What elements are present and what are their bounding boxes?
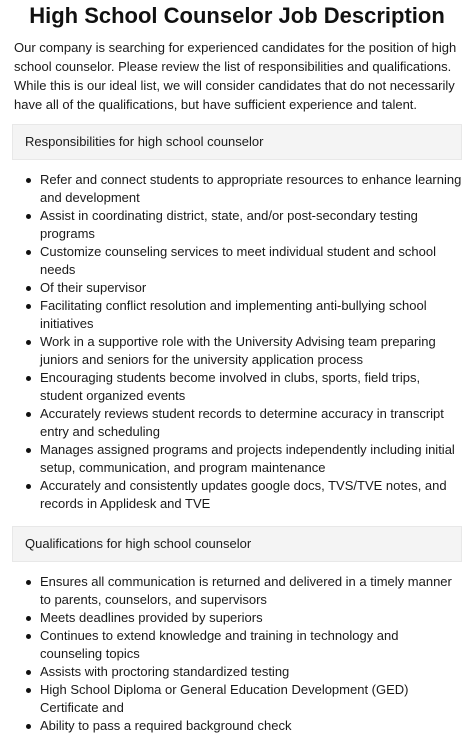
list-item-text: Manages assigned programs and projects independently including initial setup, communication, and program maintenance — [40, 442, 455, 475]
qualifications-list — [12, 573, 462, 735]
list-item — [40, 333, 462, 369]
bullet-icon — [26, 724, 31, 729]
bullet-icon — [26, 340, 31, 345]
list-item-text: Accurately and consistently updates google docs, TVS/TVE notes, and records in Applidesk and TVE — [40, 478, 447, 511]
bullet-icon — [26, 214, 31, 219]
list-item-text: Facilitating conflict resolution and implementing anti-bullying school initiatives — [40, 298, 427, 331]
list-item — [40, 717, 462, 735]
list-item — [40, 369, 462, 405]
responsibilities-list — [12, 171, 462, 513]
list-item-text: High School Diploma or General Education Development (GED) Certificate and — [40, 682, 409, 715]
bullet-icon — [26, 286, 31, 291]
list-item-text: Continues to extend knowledge and training in technology and counseling topics — [40, 628, 399, 661]
list-item — [40, 663, 462, 681]
list-item-text: Customize counseling services to meet individual student and school needs — [40, 244, 436, 277]
list-item — [40, 681, 462, 717]
list-item — [40, 477, 462, 513]
page-title: High School Counselor Job Description — [29, 3, 445, 28]
list-item-text: Ability to pass a required background check — [40, 718, 292, 733]
list-item-text: Assist in coordinating district, state, and/or post-secondary testing programs — [40, 208, 418, 241]
list-item — [40, 171, 462, 207]
bullet-icon — [26, 304, 31, 309]
bullet-icon — [26, 178, 31, 183]
list-item-text: Encouraging students become involved in clubs, sports, field trips, student organized events — [40, 370, 421, 403]
list-item — [40, 243, 462, 279]
list-item-text: Ensures all communication is returned and delivered in a timely manner to parents, counselors, and supervisors — [40, 574, 452, 607]
bullet-icon — [26, 616, 31, 621]
qualifications-heading: Qualifications for high school counselor — [12, 526, 462, 562]
list-item-text: Assists with proctoring standardized testing — [40, 664, 290, 679]
list-item — [40, 441, 462, 477]
list-item — [40, 573, 462, 609]
list-item — [40, 609, 462, 627]
bullet-icon — [26, 376, 31, 381]
bullet-icon — [26, 670, 31, 675]
list-item-text: Refer and connect students to appropriate resources to enhance learning and development — [40, 172, 462, 205]
bullet-icon — [26, 634, 31, 639]
bullet-icon — [26, 580, 31, 585]
bullet-icon — [26, 484, 31, 489]
list-item — [40, 279, 462, 297]
list-item — [40, 297, 462, 333]
bullet-icon — [26, 250, 31, 255]
bullet-icon — [26, 412, 31, 417]
list-item — [40, 405, 462, 441]
list-item-text: Accurately reviews student records to determine accuracy in transcript entry and scheduling — [40, 406, 444, 439]
intro-paragraph: Our company is searching for experienced candidates for the position of high school counselor. Please review the list of responsibilities and qualifications. While this is our ideal list, we will consider candidates that do not necessarily have all of the qualifications, but have sufficient experience and talent. — [14, 40, 457, 112]
list-item-text: Work in a supportive role with the University Advising team preparing juniors and seniors for the university application process — [40, 334, 436, 367]
responsibilities-heading: Responsibilities for high school counselor — [12, 124, 462, 160]
list-item — [40, 207, 462, 243]
list-item — [40, 627, 462, 663]
list-item-text: Of their supervisor — [40, 280, 147, 295]
bullet-icon — [26, 448, 31, 453]
bullet-icon — [26, 688, 31, 693]
list-item-text: Meets deadlines provided by superiors — [40, 610, 263, 625]
